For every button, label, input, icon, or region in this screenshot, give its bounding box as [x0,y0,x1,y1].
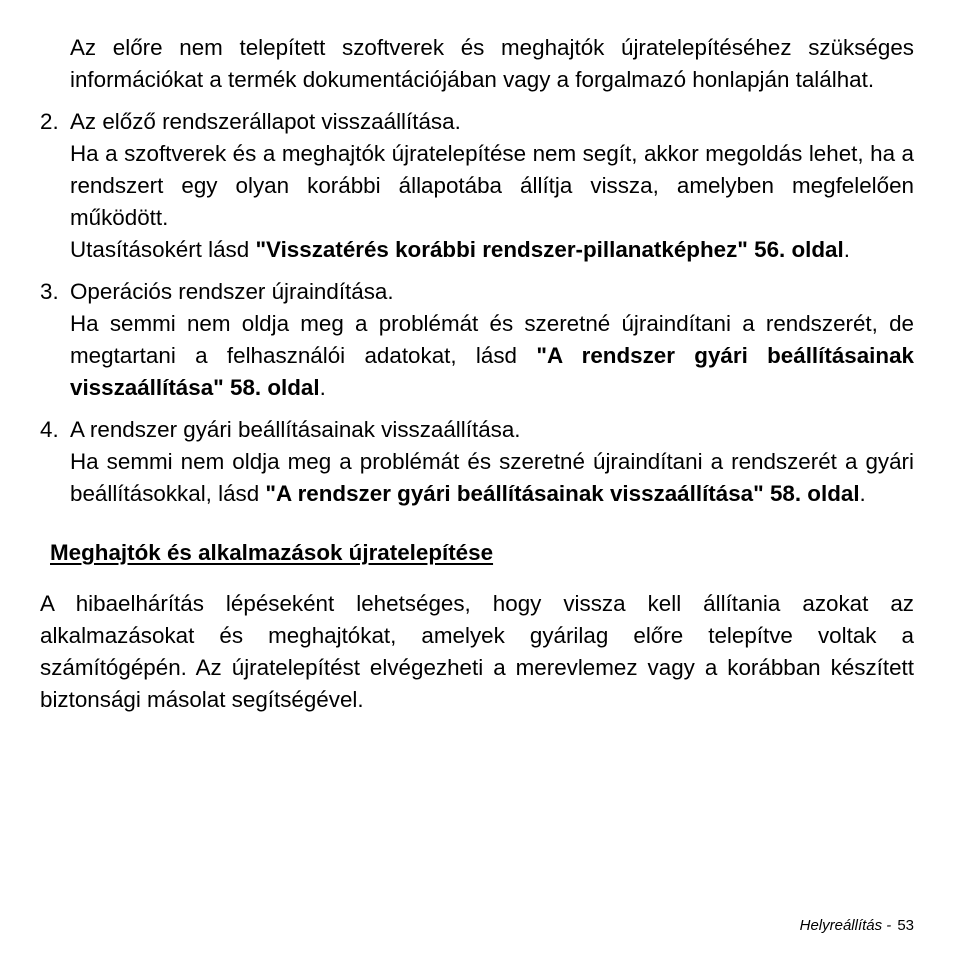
page-number: 53 [897,917,914,934]
list-item-title: Operációs rendszer újraindítása. [70,279,394,304]
list-number: 3. [40,279,59,304]
list-number: 2. [40,109,59,134]
reference-prefix: Ha semmi nem oldja meg a problémát és szeretné újraindítani a rendszerét a gyári beállításokkal, lásd [70,449,914,506]
list-item-title: Az előző rendszerállapot visszaállítása. [70,109,461,134]
list-item-reference [40,234,914,266]
reference-link: "A rendszer gyári beállításainak visszaállítása" 58. oldal [70,343,914,400]
reference-prefix: Ha semmi nem oldja meg a problémát és szeretné újraindítani a rendszerét, de megtartani a felhasználói adatokat, lásd [70,311,914,368]
reference-link: "Visszatérés korábbi rendszer-pillanatképhez" 56. oldal [255,237,844,262]
page-footer [800,916,914,936]
reference-suffix: . [859,481,866,506]
list-item-4 [40,414,914,510]
document-page [40,32,914,716]
intro-paragraph: Az előre nem telepített szoftverek és meghajtók újratelepítéséhez szükséges információkat a termék dokumentációjában vagy a forgalmazó honlapján találhat. [70,35,914,92]
footer-chapter-label: Helyreállítás - [799,917,892,934]
list-item-2 [40,106,914,266]
list-item-reference [40,308,914,404]
list-item-title: A rendszer gyári beállításainak visszaállítása. [70,417,521,442]
section-body-paragraph: A hibaelhárítás lépéseként lehetséges, hogy vissza kell állítania azokat az alkalmazásokat és meghajtókat, amelyek gyárilag előre telepítve voltak a számítógépén. Az újratelepítést elvégezheti a merevlemez vagy a korábban készített biztonsági másolat segítségével. [40,591,914,712]
section-heading-text: Meghajtók és alkalmazások újratelepítése [50,540,494,565]
reference-link: "A rendszer gyári beállításainak visszaállítása" 58. oldal [265,481,860,506]
reference-prefix: Utasításokért lásd [70,237,256,262]
reference-suffix: . [843,237,850,262]
list-item-paragraph: Ha a szoftverek és a meghajtók újratelepítése nem segít, akkor megoldás lehet, ha a rendszert egy olyan korábbi állapotába állítja vissza, amelyben megfelelően működött. [70,141,914,230]
list-item-reference [40,446,914,510]
reference-suffix: . [319,375,326,400]
list-number: 4. [40,417,59,442]
list-item-3 [40,276,914,404]
section-heading [40,536,914,570]
